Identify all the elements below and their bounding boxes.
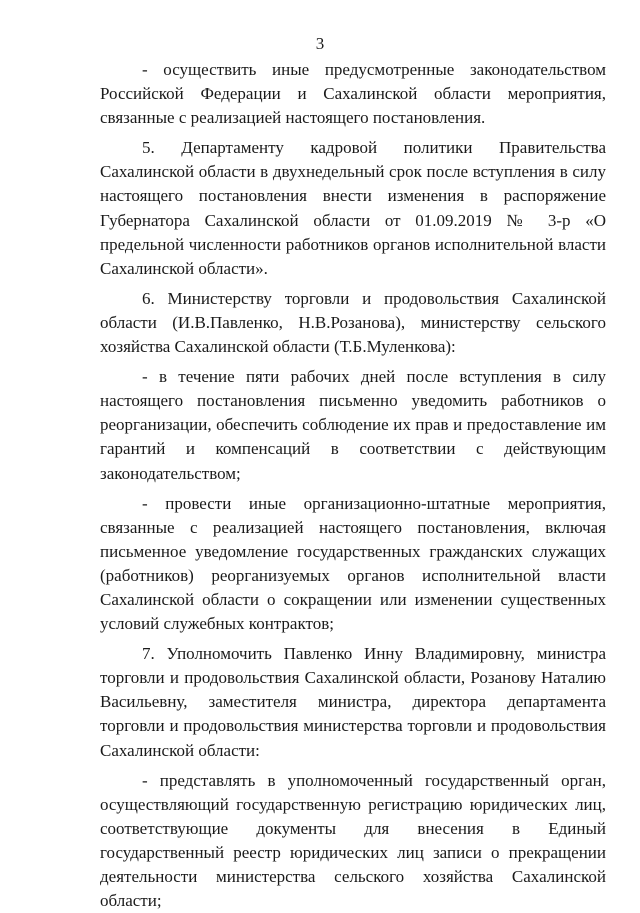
document-body [100, 58, 606, 913]
paragraph-item-5: 5. Департаменту кадровой политики Правительства Сахалинской области в двухнедельный срок после вступления в силу настоящего постановления внести изменения в распоряжение Губернатора Сахалинской области от 01.09.2019 № 3-р «О предельной численности работников органов исполнительной власти Сахалинской области». [100, 138, 606, 278]
paragraph-item-6-staff-measures: - провести иные организационно-штатные мероприятия, связанные с реализацией настоящего постановления, включая письменное уведомление государственных гражданских служащих (работников) реорганизуемых органов исполнительной власти Сахалинской области о сокращении или изменении существенных условий служебных контрактов; [100, 493, 606, 634]
paragraph-item-7-registration: - представлять в уполномоченный государственный орган, осуществляющий государственную регистрацию юридических лиц, соответствующие документы для внесения в Единый государственный реестр юридических лиц записи о прекращении деятельности министерства сельского хозяйства Сахалинской области; [100, 770, 606, 911]
paragraph-item-6: 6. Министерству торговли и продовольствия Сахалинской области (И.В.Павленко, Н.В.Розанова), министерству сельского хозяйства Сахалинской области (Т.Б.Муленкова): [100, 288, 606, 357]
paragraph-item-6-notify: - в течение пяти рабочих дней после вступления в силу настоящего постановления письменно уведомить работников о реорганизации, обеспечить соблюдение их прав и предоставление им гарантий и компенсаций в соответствии с действующим законодательством; [100, 367, 606, 483]
paragraph-item-7: 7. Уполномочить Павленко Инну Владимировну, министра торговли и продовольствия Сахалинской области, Розанову Наталию Васильевну, заместителя министра, директора департамента торговли и продовольствия министерства торговли и продовольствия Сахалинской области: [100, 644, 606, 760]
paragraph-other-measures: - осуществить иные предусмотренные законодательством Российской Федерации и Сахалинской области мероприятия, связанные с реализацией настоящего постановления. [100, 60, 606, 128]
page-number: 3 [315, 34, 325, 53]
